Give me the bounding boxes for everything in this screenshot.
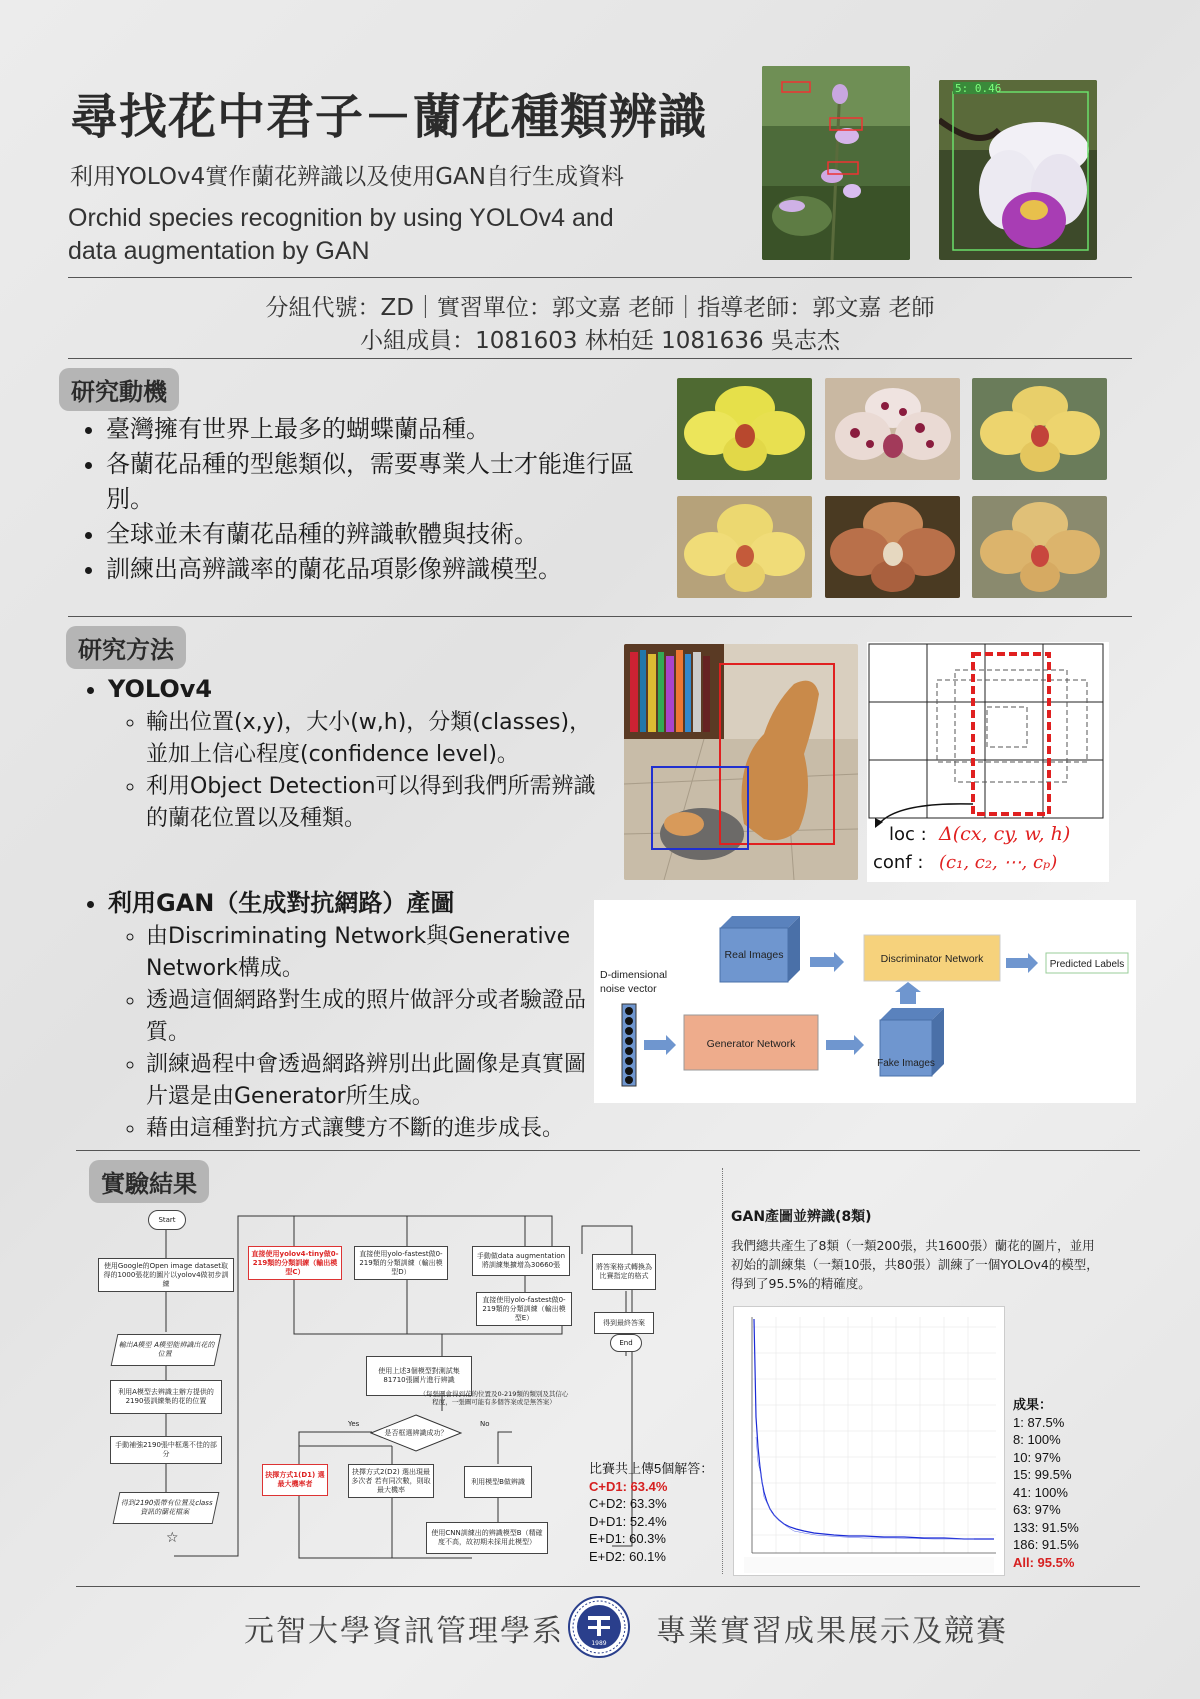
yolo-heading-item xyxy=(108,672,602,835)
group-info-line2: 小組成員：1081603 林柏廷 1081636 吳志杰 xyxy=(360,328,840,354)
yolo-grid-diagram xyxy=(867,642,1109,882)
flow-decision xyxy=(370,1414,462,1452)
flow-end: End xyxy=(610,1334,642,1352)
predicted-labels-label: Predicted Labels xyxy=(1049,959,1125,970)
submission-row: C+D2: 63.3% xyxy=(589,1496,667,1511)
divider xyxy=(68,358,1132,359)
orchid-photo xyxy=(825,378,960,480)
flow-step-output: 得到2190張帶有位置及class資訊的蘭花檔案 xyxy=(113,1492,220,1524)
footer-department: 元智大學資訊管理學系 xyxy=(244,1614,564,1649)
flow-start: Start xyxy=(148,1210,186,1230)
motivation-item: • 全球並未有蘭花品種的辨識軟體與技術。 xyxy=(106,517,668,552)
fake-images-label: Fake Images xyxy=(877,1058,935,1069)
gan-heading-item xyxy=(108,886,598,1145)
gan-score: 133: 91.5% xyxy=(1013,1519,1079,1535)
gan-score: 15: 99.5% xyxy=(1013,1467,1072,1482)
motivation-item: • 訓練出高辨識率的蘭花品項影像辨識模型。 xyxy=(106,552,668,587)
flow-d1: 抉擇方式1(D1) 選最大機率者 xyxy=(262,1464,328,1496)
gan-point: ◦ 透過這個網路對生成的照片做評分或者驗證品質。 xyxy=(146,985,598,1049)
english-title-line2: data augmentation by GAN xyxy=(68,237,370,265)
orchid-photo xyxy=(972,378,1107,480)
yolo-conf-label: conf : xyxy=(873,852,924,873)
column-separator xyxy=(722,1168,723,1574)
flow-format: 將答案格式轉換為比賽指定的格式 xyxy=(592,1254,656,1290)
orchid-photo xyxy=(677,496,812,598)
motivation-list xyxy=(70,412,668,587)
noise-vector-label-1: D-dimensional xyxy=(600,969,668,981)
submission-row: D+D1: 52.4% xyxy=(589,1513,667,1529)
gan-result-paragraph: 我們總共產生了8類（一類200張，共1600張）蘭花的圖片，並用初始的訓練集（一類10張，共80張）訓練了一個YOLOv4的模型，得到了95.5%的精確度。 xyxy=(731,1238,1099,1291)
flow-step-manual: 手動補強2190張中框選不佳的部分 xyxy=(110,1436,222,1464)
gan-heading: 利用GAN（生成對抗網路）產圖 xyxy=(108,889,455,917)
gan-score: 41: 100% xyxy=(1013,1484,1068,1500)
flow-cnn: 使用CNN訓練出的辨識模型B（精確度不高，故初期未採用此模型） xyxy=(426,1522,548,1554)
divider xyxy=(76,1586,1140,1587)
flow-filter: 利用模型B做辨識 xyxy=(464,1466,532,1498)
star-icon: ☆ xyxy=(166,1530,179,1546)
flow-step-model-a: 輸出A模型 A模型能辨識出花的位置 xyxy=(111,1334,222,1366)
flow-model-d: 直接使用yolo-fastest做0-219類的分類訓練（輸出模型D） xyxy=(354,1246,448,1280)
section-tag-motivation: 研究動機 xyxy=(59,368,179,411)
flow-augmentation: 手動做data augmentation將訓練集擴增為30660張 xyxy=(472,1246,570,1276)
flow-step-collect: 使用Google的Open image dataset取得的1000張花的圖片以yolov4做初步訓練 xyxy=(98,1258,234,1292)
submission-row: E+D2: 60.1% xyxy=(589,1548,666,1564)
submission-row: E+D1: 60.3% xyxy=(589,1531,666,1546)
gan-point: ◦ 訓練過程中會透過網路辨別出此圖像是真實圖片還是由Generator所生成。 xyxy=(146,1049,598,1113)
gan-architecture-diagram xyxy=(594,900,1136,1103)
training-loss-chart xyxy=(733,1306,1005,1576)
yolo-example-photo xyxy=(624,644,858,880)
gan-point: ◦ 由Discriminating Network與Generative Network構成。 xyxy=(146,921,598,985)
flow-note: （每張圖會得到花的位置及0-219類的類別及其信心程度，一張圖可能有多個答案或是無答案） xyxy=(419,1390,569,1406)
method-gan-list xyxy=(72,886,598,1145)
footer-event: 專業實習成果展示及競賽 xyxy=(656,1614,1008,1649)
flow-no: No xyxy=(480,1420,490,1428)
seal-year: 1989 xyxy=(591,1640,607,1647)
english-title-line1: Orchid species recognition by using YOLOv4 and xyxy=(68,204,614,232)
gan-result-title: GAN產圖並辨識(8類) xyxy=(731,1209,872,1225)
gan-score-all: All: 95.5% xyxy=(1013,1554,1075,1570)
divider xyxy=(68,277,1132,278)
gan-score: 8: 100% xyxy=(1013,1432,1061,1447)
motivation-item: • 各蘭花品種的型態類似，需要專業人士才能進行區別。 xyxy=(106,447,668,517)
submission-results xyxy=(589,1460,721,1565)
yolo-point: ◦ 利用Object Detection可以得到我們所需辨識的蘭花位置以及種類。 xyxy=(146,771,602,835)
orchid-photo xyxy=(825,496,960,598)
flow-final: 得到最終答案 xyxy=(594,1312,654,1334)
gan-score: 186: 91.5% xyxy=(1013,1537,1079,1552)
flow-test: 使用上述3個模型對測試集81710張圖片進行辨識 xyxy=(366,1356,472,1396)
flow-model-c: 直接使用yolov4-tiny做0-219類的分類訓練（輸出模型C） xyxy=(248,1246,342,1280)
section-tag-results: 實驗結果 xyxy=(89,1160,209,1203)
orchid-detection-photo-1 xyxy=(762,66,910,260)
gan-score: 10: 97% xyxy=(1013,1449,1061,1465)
poster-title: 尋找花中君子－蘭花種類辨識 xyxy=(70,89,708,145)
poster-subtitle: 利用YOLOv4實作蘭花辨識以及使用GAN自行生成資料 xyxy=(70,164,624,190)
detection-score-label: 5: 0.46 xyxy=(955,82,1002,95)
group-info-line1: 分組代號：ZD｜實習單位：郭文嘉 老師｜指導老師：郭文嘉 老師 xyxy=(265,295,935,321)
yolo-conf-formula: (c₁, c₂, ⋯, cₚ) xyxy=(939,852,1058,873)
yolo-loc-formula: Δ(cx, cy, w, h) xyxy=(939,823,1071,845)
submission-row: C+D1: 63.4% xyxy=(589,1478,668,1494)
yolo-point: ◦ 輸出位置(x,y)，大小(w,h)，分類(classes)，並加上信心程度(confidence level)。 xyxy=(146,707,602,771)
yolo-heading: YOLOv4 xyxy=(108,675,213,703)
flow-model-e: 直接使用yolo-fastest做0-219類的分類訓練（輸出模型E） xyxy=(476,1292,572,1326)
gan-scores xyxy=(1013,1396,1079,1571)
discriminator-network-label: Discriminator Network xyxy=(880,953,984,965)
flow-d2: 抉擇方式2(D2) 選出現最多次者 若有同次數，則取最大機率 xyxy=(348,1464,434,1498)
flow-yes: Yes xyxy=(348,1420,360,1428)
flow-step-locate: 利用A模型去辨識主辦方提供的2190張訓練集的花的位置 xyxy=(110,1380,222,1414)
divider xyxy=(68,616,1132,617)
university-seal-logo xyxy=(568,1596,630,1658)
method-yolo-list xyxy=(72,672,602,835)
generator-network-label: Generator Network xyxy=(706,1038,796,1050)
gan-score: 63: 97% xyxy=(1013,1502,1061,1517)
submission-title: 比賽共上傳5個解答： xyxy=(589,1461,714,1476)
orchid-detection-photo-2 xyxy=(939,80,1097,260)
divider xyxy=(76,1150,1140,1151)
yolo-loc-label: loc : xyxy=(889,824,927,845)
motivation-item: • 臺灣擁有世界上最多的蝴蝶蘭品種。 xyxy=(106,412,668,447)
orchid-photo xyxy=(972,496,1107,598)
gan-point: ◦ 藉由這種對抗方式讓雙方不斷的進步成長。 xyxy=(146,1113,598,1145)
noise-vector-label-2: noise vector xyxy=(600,983,657,995)
orchid-photo xyxy=(677,378,812,480)
section-tag-method: 研究方法 xyxy=(66,626,186,669)
gan-scores-title: 成果： xyxy=(1013,1397,1053,1412)
english-title xyxy=(68,202,708,268)
gan-score: 1: 87.5% xyxy=(1013,1414,1065,1430)
flow-decision-label: 是否框選辨識成功？ xyxy=(384,1429,448,1437)
real-images-label: Real Images xyxy=(724,949,784,961)
